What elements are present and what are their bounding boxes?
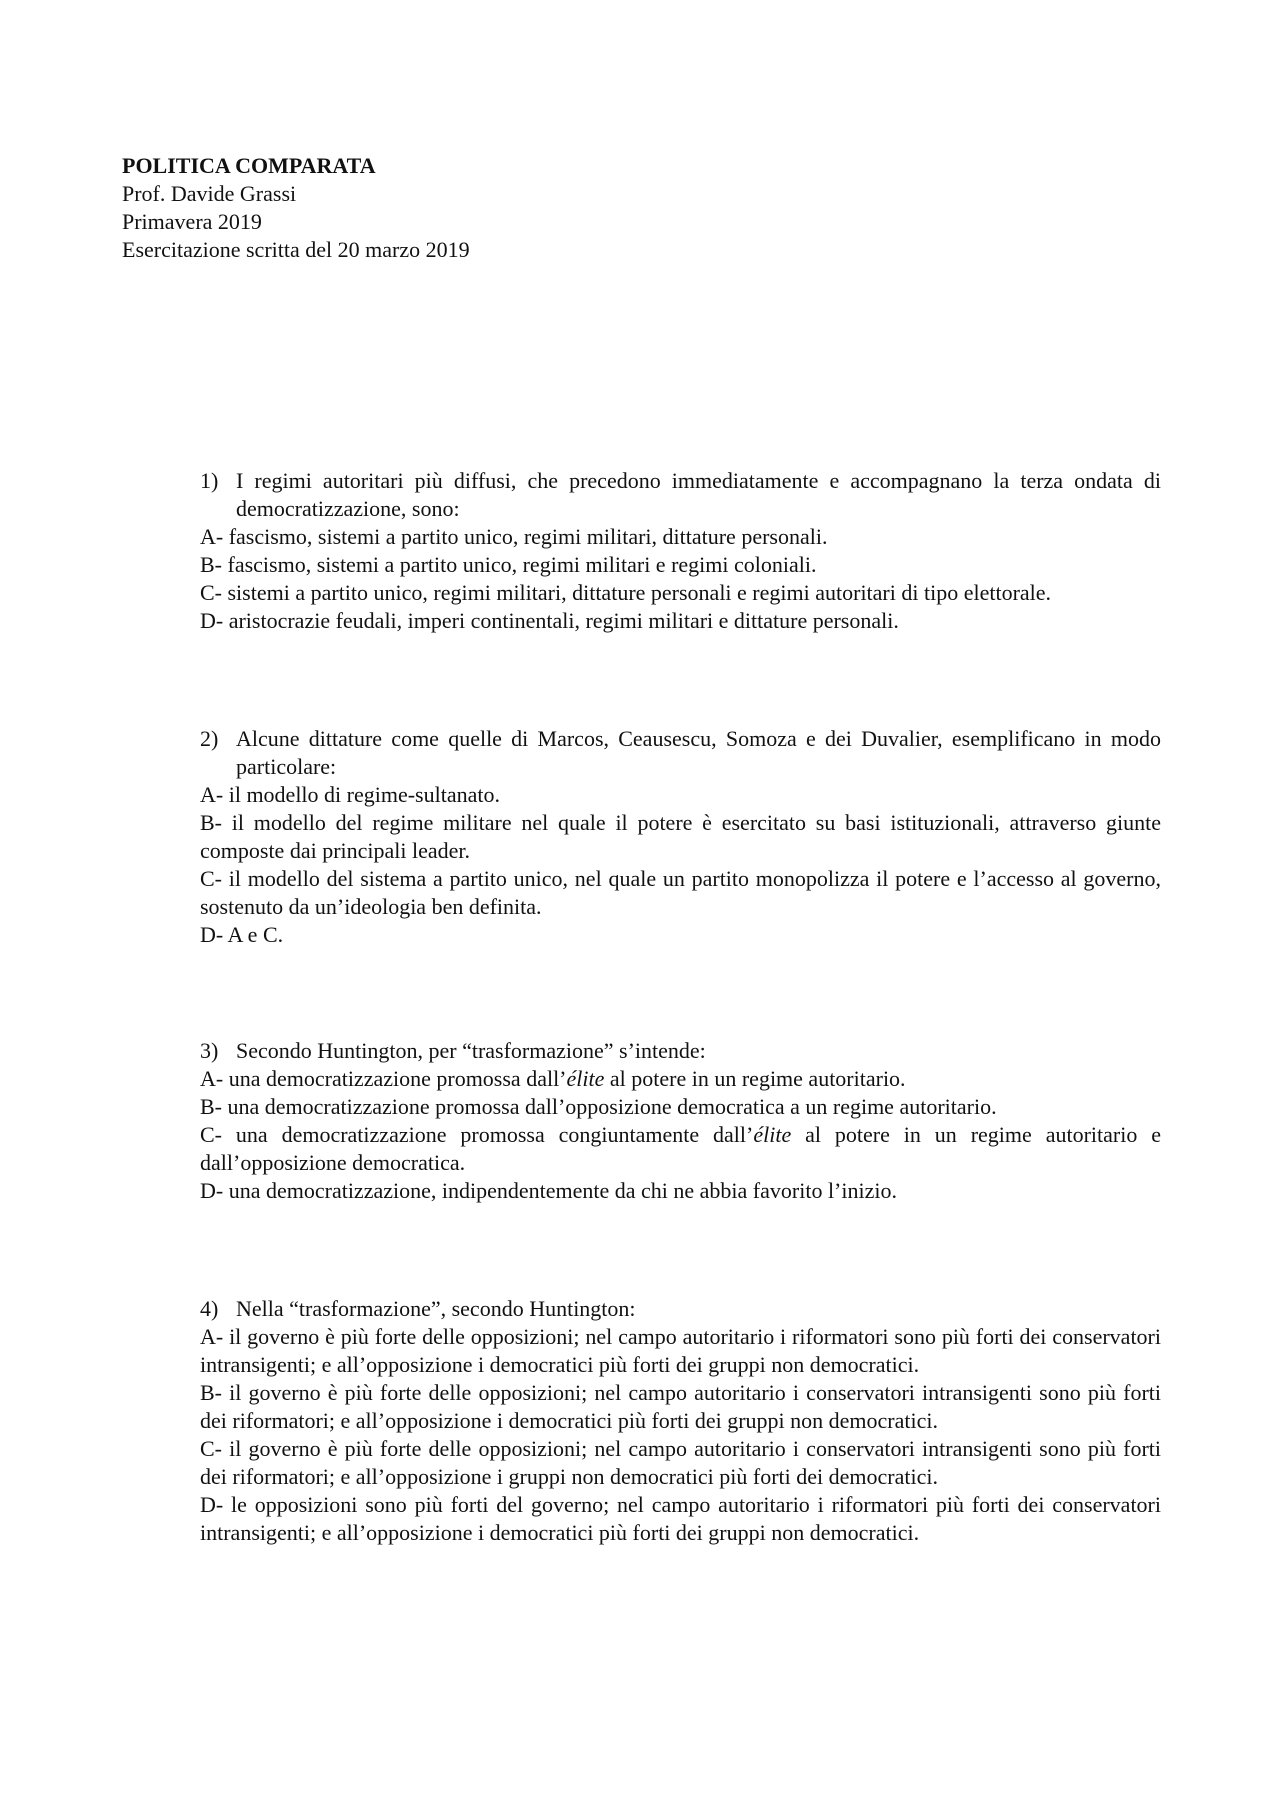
option-text: A- una democratizzazione promossa dall’ — [200, 1066, 567, 1091]
course-title: POLITICA COMPARATA — [122, 153, 376, 178]
answer-option-b: B- fascismo, sistemi a partito unico, regimi militari e regimi coloniali. — [200, 552, 817, 577]
document-header — [122, 152, 822, 264]
question-stem — [200, 1037, 1161, 1065]
option-text: al potere in un regime autoritario e dall’opposizione democratica. — [200, 1122, 1161, 1175]
option-text: al potere in un regime autoritario. — [604, 1066, 906, 1091]
question-text: Nella “trasformazione”, secondo Huntington: — [236, 1296, 636, 1321]
answer-option-a: A- fascismo, sistemi a partito unico, regimi militari, dittature personali. — [200, 524, 828, 549]
option-italic-term: élite — [566, 1066, 605, 1091]
term: Primavera 2019 — [122, 209, 262, 234]
answer-option-a: A- il modello di regime-sultanato. — [200, 782, 500, 807]
answer-option-d: D- le opposizioni sono più forti del governo; nel campo autoritario i riformatori più forti dei conservatori intransigenti; e all’opposizione i democratici più forti dei gruppi non democratici. — [200, 1492, 1161, 1545]
answer-option-b: B- il modello del regime militare nel quale il potere è esercitato su basi istituzionali, attraverso giunte composte dai principali leader. — [200, 810, 1161, 863]
question-number: 1) — [200, 468, 219, 493]
question-4 — [200, 1295, 1161, 1547]
answer-option-c — [200, 1121, 1161, 1177]
question-3 — [200, 1037, 1161, 1205]
option-italic-term: élite — [753, 1122, 792, 1147]
question-stem — [200, 1295, 1161, 1323]
answer-option-d: D- A e C. — [200, 922, 284, 947]
question-2 — [200, 725, 1161, 949]
question-number: 4) — [200, 1296, 219, 1321]
question-stem — [200, 467, 1161, 523]
question-text: Secondo Huntington, per “trasformazione” s’intende: — [236, 1038, 706, 1063]
exercise-date: Esercitazione scritta del 20 marzo 2019 — [122, 237, 470, 262]
answer-option-b: B- una democratizzazione promossa dall’opposizione democratica a un regime autoritario. — [200, 1094, 997, 1119]
option-text: C- una democratizzazione promossa congiuntamente dall’ — [200, 1122, 754, 1147]
answer-option-a — [200, 1065, 1161, 1093]
answer-option-c: C- il governo è più forte delle opposizioni; nel campo autoritario i conservatori intransigenti sono più forti dei riformatori; e all’opposizione i gruppi non democratici più forti dei democratici. — [200, 1436, 1161, 1489]
answer-option-b: B- il governo è più forte delle opposizioni; nel campo autoritario i conservatori intransigenti sono più forti dei riformatori; e all’opposizione i democratici più forti dei gruppi non democratici. — [200, 1380, 1161, 1433]
question-number: 3) — [200, 1038, 219, 1063]
question-number: 2) — [200, 726, 219, 751]
question-text: Alcune dittature come quelle di Marcos, Ceausescu, Somoza e dei Duvalier, esemplificano in modo particolare: — [236, 726, 1161, 779]
professor-name: Prof. Davide Grassi — [122, 181, 297, 206]
question-text: I regimi autoritari più diffusi, che precedono immediatamente e accompagnano la terza ondata di democratizzazione, sono: — [236, 468, 1161, 521]
question-stem — [200, 725, 1161, 781]
question-1 — [200, 467, 1161, 635]
answer-option-c: C- sistemi a partito unico, regimi militari, dittature personali e regimi autoritari di tipo elettorale. — [200, 580, 1052, 605]
answer-option-d: D- aristocrazie feudali, imperi continentali, regimi militari e dittature personali. — [200, 608, 899, 633]
answer-option-d: D- una democratizzazione, indipendentemente da chi ne abbia favorito l’inizio. — [200, 1178, 897, 1203]
answer-option-a: A- il governo è più forte delle opposizioni; nel campo autoritario i riformatori sono più forti dei conservatori intransigenti; e all’opposizione i democratici più forti dei gruppi non democratici. — [200, 1324, 1161, 1377]
answer-option-c: C- il modello del sistema a partito unico, nel quale un partito monopolizza il potere e l’accesso al governo, sostenuto da un’ideologia ben definita. — [200, 866, 1161, 919]
